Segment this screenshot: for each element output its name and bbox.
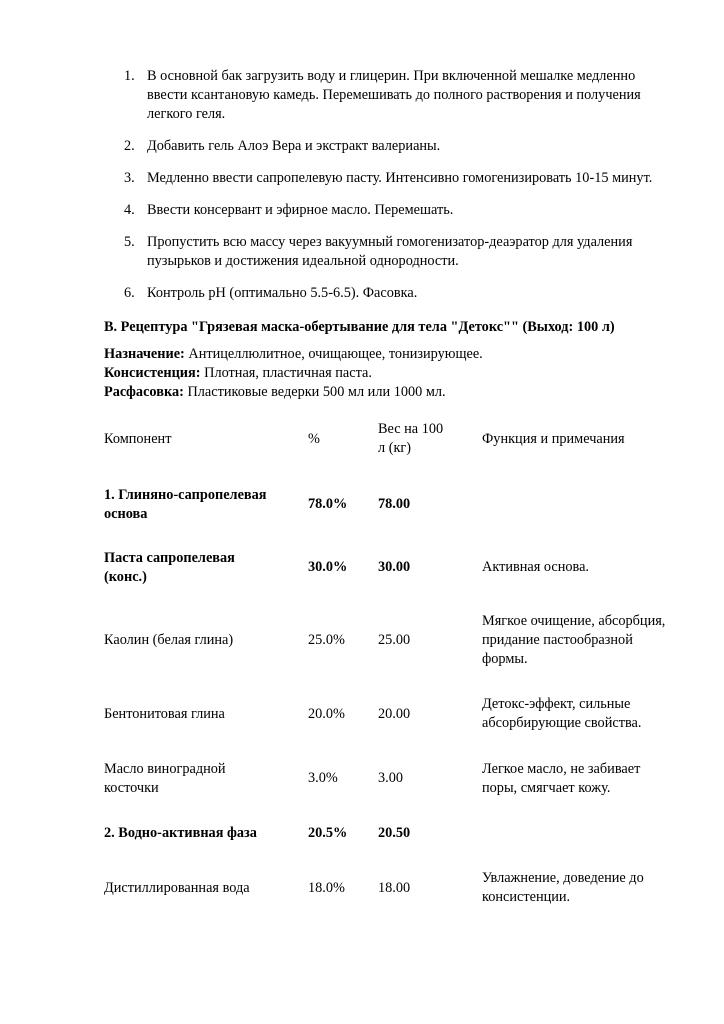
component-line: Каолин (белая глина)	[104, 632, 234, 648]
function-line: поры, смягчает кожу.	[482, 780, 611, 796]
step-item	[104, 169, 684, 188]
component-line: Бентонитовая глина	[104, 706, 225, 722]
consistency-label: Консистенция:	[104, 365, 201, 381]
step-text-line: легкого геля.	[147, 106, 226, 122]
weight-cell: 78.00	[378, 496, 411, 512]
step-number: 4.	[124, 202, 135, 218]
step-text-line: Ввести консервант и эфирное масло. Перемешать.	[147, 202, 454, 218]
weight-cell: 20.50	[378, 825, 411, 841]
step-item	[104, 284, 684, 303]
percent-cell: 20.5%	[308, 825, 348, 841]
weight-cell: 18.00	[378, 880, 411, 896]
step-text-line: В основной бак загрузить воду и глицерин. При включенной мешалке медленно	[147, 68, 636, 84]
packaging-line	[104, 383, 704, 402]
step-text-line: Пропустить всю массу через вакуумный гомогенизатор-деаэратор для удаления	[147, 234, 633, 250]
percent-cell: 18.0%	[308, 880, 345, 896]
header-weight-line: Вес на 100	[378, 421, 444, 437]
step-item	[104, 67, 684, 124]
component-line: Паста сапропелевая	[104, 550, 235, 566]
header-function: Функция и примечания	[482, 431, 625, 447]
function-line: абсорбирующие свойства.	[482, 715, 642, 731]
percent-cell: 25.0%	[308, 632, 345, 648]
function-line: Легкое масло, не забивает	[482, 761, 641, 777]
component-line: Масло виноградной	[104, 761, 226, 777]
function-line: Мягкое очищение, абсорбция,	[482, 613, 666, 629]
procedure-steps-list	[104, 67, 684, 316]
step-number: 6.	[124, 285, 135, 301]
header-percent: %	[308, 431, 320, 447]
weight-cell: 25.00	[378, 632, 411, 648]
step-text-line: пузырьков и достижения идеальной однородности.	[147, 253, 459, 269]
step-item	[104, 233, 684, 271]
component-line: Дистиллированная вода	[104, 880, 250, 896]
component-line: основа	[104, 506, 148, 522]
percent-cell: 20.0%	[308, 706, 345, 722]
step-text-line: ввести ксантановую камедь. Перемешивать до полного растворения и получения	[147, 87, 641, 103]
weight-cell: 30.00	[378, 559, 411, 575]
header-component: Компонент	[104, 431, 172, 447]
function-line: Детокс-эффект, сильные	[482, 696, 631, 712]
component-line: (конс.)	[104, 569, 147, 585]
step-text-line: Добавить гель Алоэ Вера и экстракт валерианы.	[147, 138, 441, 154]
percent-cell: 3.0%	[308, 770, 338, 786]
percent-cell: 30.0%	[308, 559, 348, 575]
packaging-value: Пластиковые ведерки 500 мл или 1000 мл.	[183, 384, 446, 400]
step-item	[104, 201, 684, 220]
purpose-line	[104, 345, 704, 364]
consistency-value: Плотная, пластичная паста.	[200, 365, 372, 381]
step-number: 3.	[124, 170, 135, 186]
step-number: 5.	[124, 234, 135, 250]
component-line: косточки	[104, 780, 159, 796]
component-line: 1. Глиняно-сапропелевая	[104, 487, 267, 503]
step-text-line: Медленно ввести сапропелевую пасту. Интенсивно гомогенизировать 10-15 минут.	[147, 170, 653, 186]
step-number: 1.	[124, 68, 135, 84]
step-text-line: Контроль pH (оптимально 5.5-6.5). Фасовка.	[147, 285, 418, 301]
function-line: придание пастообразной	[482, 632, 633, 648]
function-line: Активная основа.	[482, 559, 590, 575]
percent-cell: 78.0%	[308, 496, 348, 512]
weight-cell: 20.00	[378, 706, 411, 722]
function-line: формы.	[482, 651, 528, 667]
header-weight-line: л (кг)	[378, 440, 412, 456]
step-item	[104, 137, 684, 156]
consistency-line	[104, 364, 704, 383]
function-line: консистенции.	[482, 889, 571, 905]
weight-cell: 3.00	[378, 770, 404, 786]
packaging-label: Расфасовка:	[104, 384, 184, 400]
section-title: B. Рецептура "Грязевая маска-обертывание для тела "Детокс"" (Выход: 100 л)	[104, 319, 615, 335]
function-line: Увлажнение, доведение до	[482, 870, 644, 886]
component-line: 2. Водно-активная фаза	[104, 825, 257, 841]
purpose-label: Назначение:	[104, 346, 185, 362]
step-number: 2.	[124, 138, 135, 154]
purpose-value: Антицеллюлитное, очищающее, тонизирующее.	[184, 346, 483, 362]
